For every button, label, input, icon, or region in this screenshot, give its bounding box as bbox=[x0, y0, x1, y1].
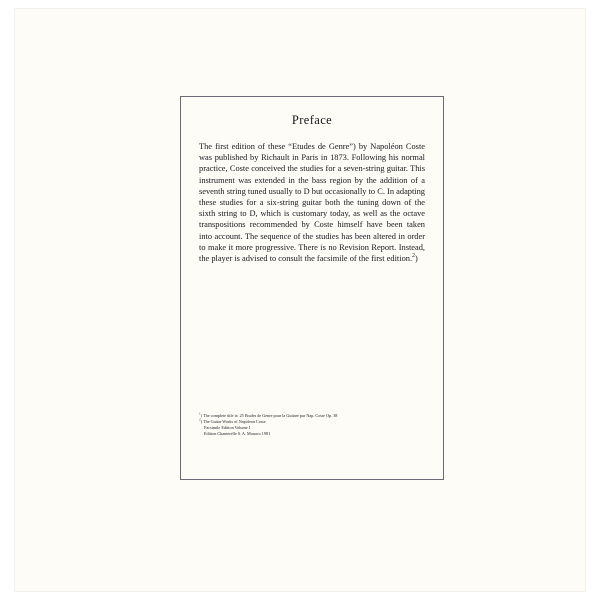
preface-paragraph: The first edition of these “Etudes de Genre”) by Napoléon Coste was published by Richault in Paris in 1873. Following his normal practice, Coste conceived the studies for a seven-string guitar. This instrument was extended in the bass region by the addition of a seventh string tuned usually to D but occasionally to C. In adapting these studies for a six-string guitar both the tuning down of the sixth string to D, which is customary today, as well as the octave transpositions recommended by Coste himself have been taken into account. The sequence of the studies has been altered in order to make it more progressive. There is no Revision Report. Instead, the player is advised to consult the facsimile of the first edition.$^2$) bbox=[199, 142, 425, 264]
footnote-marker-2: 2 bbox=[199, 417, 201, 422]
footnotes bbox=[199, 413, 429, 437]
page-title: Preface bbox=[291, 113, 333, 127]
preface-body: The first edition of these “Etudes de Genre”) by Napoléon Coste was published by Richault in Paris in 1873. Following his normal practice, Coste conceived the studies for a seven-string guitar. This instrument was extended in the bass region by the addition of a seventh string tuned usually to D but occasionally to C. In adapting these studies for a six-string guitar both the tuning down of the sixth string to D, which is customary today, as well as the octave transpositions recommended by Coste himself have been taken into account. The sequence of the studies has been altered in order to make it more progressive. There is no Revision Report. Instead, the player is advised to consult the facsimile of the first edition. bbox=[199, 142, 425, 264]
paper-sheet bbox=[14, 8, 586, 592]
page-margin-right bbox=[586, 0, 600, 600]
footnote-text: Edition Chanterelle S. A. Monaco 1981 bbox=[204, 430, 271, 436]
footnote-text: The Guitar Works of Napoleon Coste bbox=[203, 418, 266, 424]
footnote-item: $^1$) The complete title is: 25 Etudes de Genre pour la Guitare par Nap. Coste Op. 38 bbox=[199, 411, 338, 418]
footnote-item: $^2$) The Guitar Works of Napoleon Coste bbox=[199, 417, 266, 424]
page-margin-left bbox=[0, 0, 14, 600]
footnote-item bbox=[199, 431, 429, 437]
page-margin-top bbox=[0, 0, 600, 8]
text-block bbox=[180, 96, 444, 480]
page-margin-bottom bbox=[0, 592, 600, 600]
footnote-text: Facsimile Edition Volume I bbox=[204, 424, 251, 430]
footnote-text: The complete title is: 25 Etudes de Genre pour la Guitare par Nap. Coste Op. 38 bbox=[203, 412, 338, 418]
footnote-marker-1: 1 bbox=[199, 411, 201, 416]
footnote-ref-2: 2 bbox=[412, 253, 416, 260]
